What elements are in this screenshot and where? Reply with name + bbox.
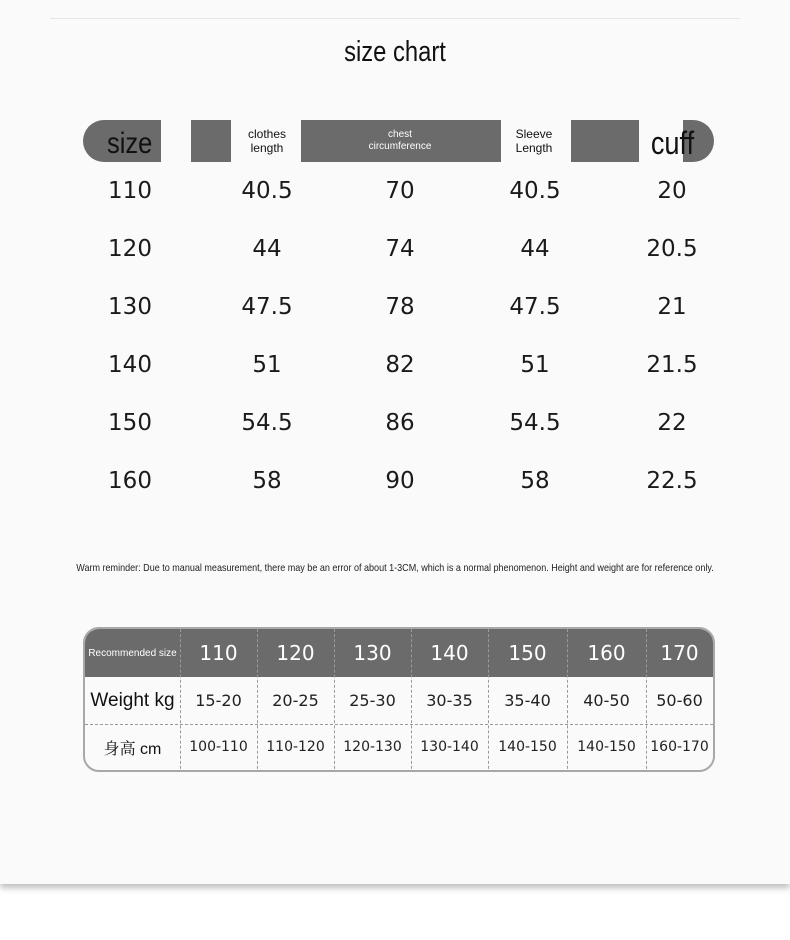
cell-size: 140 [108,352,152,378]
cell-cuff: 20.5 [646,236,698,262]
table-row [60,294,740,352]
table-row [60,236,740,294]
rec-size: 170 [660,641,699,665]
cell-chest: 70 [385,178,415,204]
cell-size: 160 [108,468,152,494]
height-value: 120-130 [343,739,402,755]
cell-sleeve: 47.5 [509,294,561,320]
height-label: 身高 cm [103,740,162,758]
weight-value: 50-60 [656,691,703,710]
table-row [60,468,740,526]
cell-size: 130 [108,294,152,320]
cell-clothes-length: 54.5 [241,410,293,436]
cell-cuff: 21.5 [646,352,698,378]
cell-size: 120 [108,236,152,262]
cell-chest: 86 [385,410,415,436]
cell-size: 150 [108,410,152,436]
cell-size: 110 [108,178,152,204]
weight-value: 25-30 [349,691,396,710]
height-value: 160-170 [650,739,709,755]
size-chart-header [83,120,714,162]
cell-clothes-length: 47.5 [241,294,293,320]
height-value: 140-150 [577,739,636,755]
recommended-size-label: Recommended size [88,647,177,659]
weight-value: 15-20 [195,691,242,710]
weight-value: 40-50 [583,691,630,710]
height-value: 140-150 [498,739,557,755]
cell-chest: 82 [385,352,415,378]
cell-cuff: 22 [657,410,687,436]
weight-value: 30-35 [426,691,473,710]
cell-sleeve: 40.5 [509,178,561,204]
header-clothes-length: clothes length [247,126,287,155]
cell-chest: 78 [385,294,415,320]
cell-clothes-length: 44 [252,236,282,262]
cell-clothes-length: 51 [252,352,282,378]
rec-size: 160 [587,641,626,665]
rec-size: 140 [430,641,469,665]
rec-size: 110 [199,641,238,665]
table-row [60,410,740,468]
header-segment [191,120,231,162]
table-row [60,352,740,410]
header-sleeve-length: Sleeve Length [515,126,553,155]
cell-sleeve: 54.5 [509,410,561,436]
table-row [60,178,740,236]
header-cuff: cuff [650,124,695,161]
header-chest-circumference: chest circumference [368,129,432,152]
cell-clothes-length: 40.5 [241,178,293,204]
recommended-size-table [83,627,715,772]
warm-reminder-note: Warm reminder: Due to manual measurement, there may be an error of about 1-3CM, which is a normal phenomenon. Height and weight are for reference only. [76,562,714,574]
cell-clothes-length: 58 [252,468,282,494]
rec-size: 150 [508,641,547,665]
cell-cuff: 21 [657,294,687,320]
cell-chest: 90 [385,468,415,494]
cell-sleeve: 44 [520,236,550,262]
cell-sleeve: 51 [520,352,550,378]
weight-value: 35-40 [504,691,551,710]
top-divider [50,18,740,19]
height-value: 100-110 [189,739,248,755]
size-chart-rows [60,178,740,526]
height-value: 130-140 [420,739,479,755]
header-size: size [107,127,153,160]
header-segment [571,120,639,162]
weight-label: Weight kg [90,689,175,711]
page-title: size chart [344,36,446,68]
cell-cuff: 20 [657,178,687,204]
cell-cuff: 22.5 [646,468,698,494]
weight-value: 20-25 [272,691,319,710]
rec-size: 130 [353,641,392,665]
cell-sleeve: 58 [520,468,550,494]
height-value: 110-120 [266,739,325,755]
cell-chest: 74 [385,236,415,262]
rec-size: 120 [276,641,315,665]
